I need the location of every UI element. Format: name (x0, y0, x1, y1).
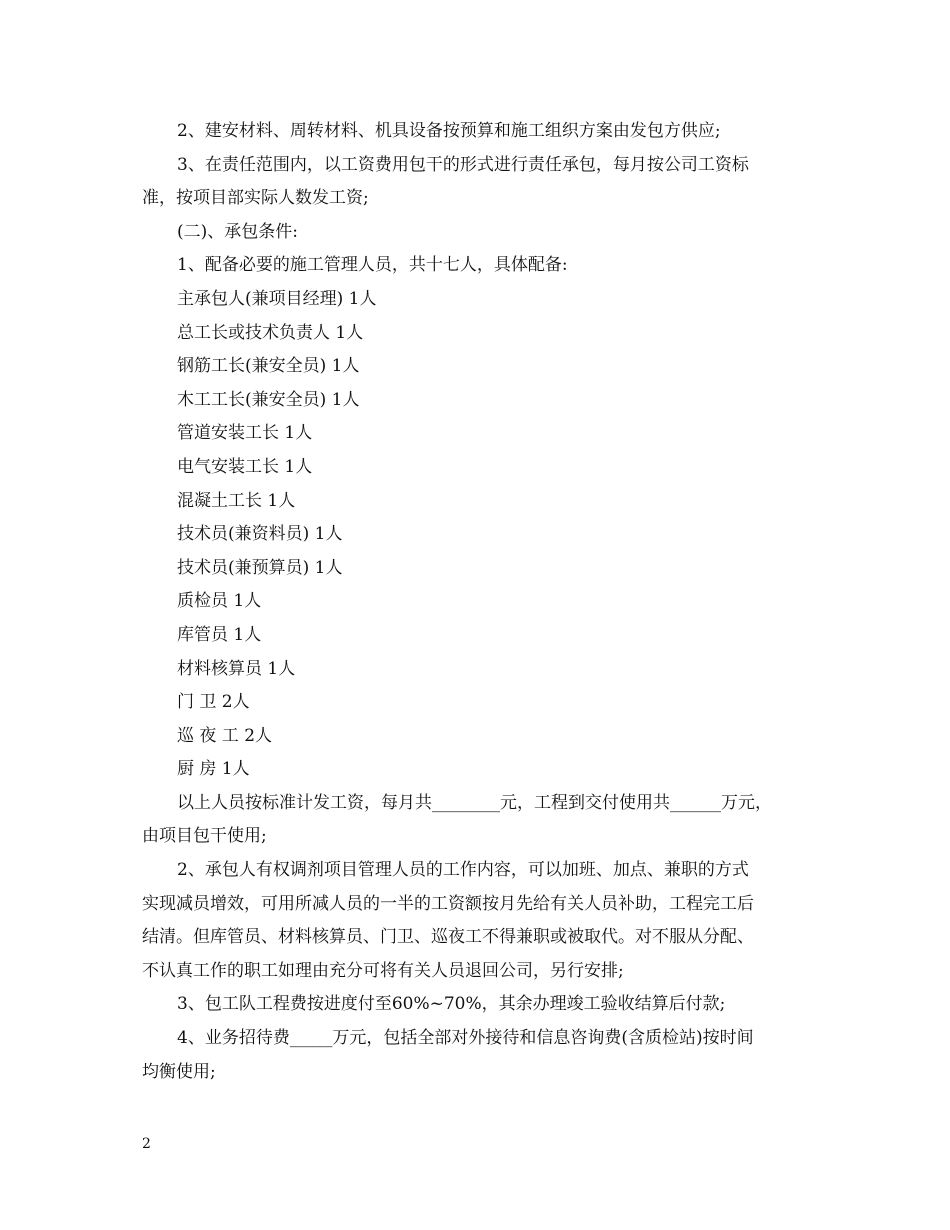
paragraph-line: 2、承包人有权调剂项目管理人员的工作内容，可以加班、加点、兼职的方式 (177, 860, 749, 881)
paragraph-line: 实现减员增效，可用所减人员的一半的工资额按月先给有关人员补助，工程完工后 (142, 893, 754, 914)
paragraph-line: 2、建安材料、周转材料、机具设备按预算和施工组织方案由发包方供应; (177, 121, 721, 141)
staff-list-item: 电气安装工长 1人 (177, 456, 313, 477)
section-heading: (二)、承包条件: (177, 221, 298, 242)
staff-list-item: 库管员 1人 (177, 624, 262, 645)
staff-list-item: 质检员 1人 (177, 591, 262, 612)
page-number: 2 (142, 1136, 151, 1152)
staff-list-item: 混凝土工长 1人 (177, 490, 296, 511)
staff-list-item: 厨 房 1人 (177, 759, 250, 780)
document-body (142, 115, 812, 1089)
staff-list-item: 门 卫 2人 (177, 692, 250, 713)
paragraph-line: 3、在责任范围内，以工资费用包干的形式进行责任承包，每月按公司工资标 (177, 154, 749, 175)
paragraph-line: 结清。但库管员、材料核算员、门卫、巡夜工不得兼职或被取代。对不服从分配、 (142, 927, 754, 948)
paragraph-line: 4、业务招待费_____万元，包括全部对外接待和信息咨询费(含质检站)按时间 (177, 1028, 754, 1049)
staff-list-item: 管道安装工长 1人 (177, 423, 313, 444)
paragraph-line: 以上人员按标准计发工资，每月共________元，工程到交付使用共______万元， (177, 792, 772, 813)
paragraph-line: 由项目包干使用; (142, 826, 267, 847)
paragraph-line: 准，按项目部实际人数发工资; (142, 188, 369, 209)
paragraph-line: 1、配备必要的施工管理人员，共十七人，具体配备: (177, 255, 568, 276)
staff-list-item: 钢筋工长(兼安全员) 1人 (177, 356, 360, 377)
staff-list-item: 木工工长(兼安全员) 1人 (177, 389, 360, 410)
paragraph-line: 不认真工作的职工如理由充分可将有关人员退回公司，另行安排; (142, 960, 624, 981)
staff-list-item: 巡 夜 工 2人 (177, 725, 273, 746)
staff-list-item: 主承包人(兼项目经理) 1人 (177, 288, 377, 309)
paragraph-line: 均衡使用; (142, 1061, 216, 1082)
paragraph-line: 3、包工队工程费按进度付至60%~70%，其余办理竣工验收结算后付款; (177, 994, 726, 1015)
staff-list-item: 技术员(兼预算员) 1人 (177, 557, 343, 578)
staff-list-item: 技术员(兼资料员) 1人 (177, 524, 343, 545)
staff-list-item: 总工长或技术负责人 1人 (177, 322, 364, 343)
staff-list-item: 材料核算员 1人 (177, 658, 296, 679)
